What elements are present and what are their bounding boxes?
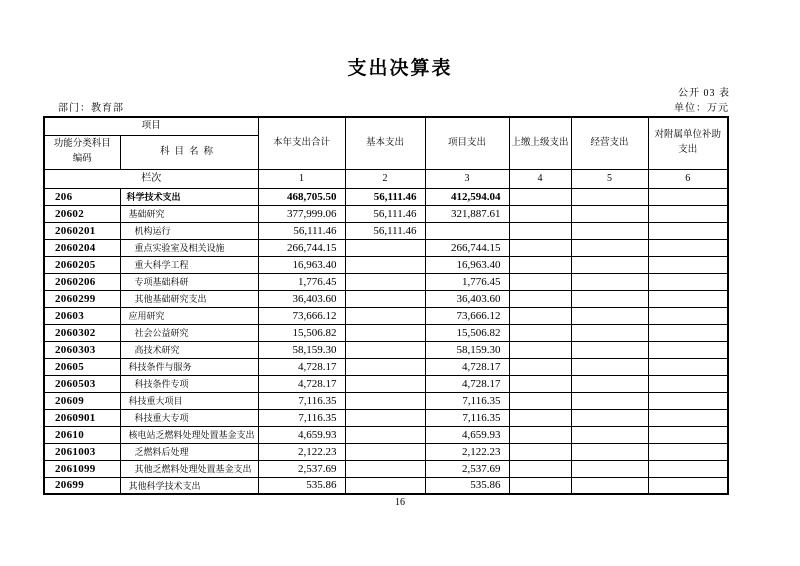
cell-name: 乏燃料后处理 <box>120 443 258 460</box>
cell-basic <box>345 426 425 443</box>
table-row <box>44 273 728 290</box>
cell-project: 58,159.30 <box>425 341 509 358</box>
cell-upper <box>509 324 571 341</box>
cell-name: 其他科学技术支出 <box>120 477 258 494</box>
cell-subsidy <box>648 307 728 324</box>
department-label: 部门：教育部 <box>58 103 124 114</box>
table-row <box>44 358 728 375</box>
header-col-basic: 基本支出 <box>345 117 425 169</box>
cell-basic <box>345 392 425 409</box>
cell-subsidy <box>648 205 728 222</box>
cell-operating <box>571 256 648 273</box>
table-row <box>44 188 728 205</box>
cell-name: 基础研究 <box>120 205 258 222</box>
cell-name: 科学技术支出 <box>120 188 258 205</box>
cell-upper <box>509 375 571 392</box>
header-row-label: 栏次 <box>44 169 258 188</box>
cell-basic <box>345 409 425 426</box>
cell-basic <box>345 443 425 460</box>
cell-code: 2060302 <box>44 324 120 341</box>
cell-operating <box>571 290 648 307</box>
cell-basic <box>345 358 425 375</box>
cell-subsidy <box>648 409 728 426</box>
cell-basic <box>345 273 425 290</box>
cell-code: 2060206 <box>44 273 120 290</box>
cell-code: 2060901 <box>44 409 120 426</box>
header-row-columns <box>44 169 728 188</box>
cell-basic <box>345 341 425 358</box>
page-number: 16 <box>395 497 405 508</box>
cell-total: 7,116.35 <box>258 409 345 426</box>
cell-code: 20603 <box>44 307 120 324</box>
cell-code: 20605 <box>44 358 120 375</box>
header-project: 项目 <box>44 117 258 136</box>
cell-subsidy <box>648 392 728 409</box>
cell-operating <box>571 477 648 494</box>
cell-total: 266,744.15 <box>258 239 345 256</box>
table-header <box>44 117 728 188</box>
cell-total: 2,122.23 <box>258 443 345 460</box>
table-row <box>44 307 728 324</box>
cell-project: 73,666.12 <box>425 307 509 324</box>
cell-project: 2,537.69 <box>425 460 509 477</box>
cell-operating <box>571 273 648 290</box>
cell-subsidy <box>648 341 728 358</box>
cell-upper <box>509 392 571 409</box>
table-row <box>44 290 728 307</box>
cell-total: 4,728.17 <box>258 358 345 375</box>
cell-project: 412,594.04 <box>425 188 509 205</box>
table-body <box>44 188 728 494</box>
table-row <box>44 409 728 426</box>
cell-upper <box>509 443 571 460</box>
cell-project: 4,659.93 <box>425 426 509 443</box>
header-subject-name: 科目名称 <box>120 136 258 169</box>
cell-upper <box>509 409 571 426</box>
cell-total: 73,666.12 <box>258 307 345 324</box>
cell-code: 2060205 <box>44 256 120 273</box>
header-col-number-2: 2 <box>345 169 425 188</box>
cell-upper <box>509 358 571 375</box>
cell-name: 科技重大专项 <box>120 409 258 426</box>
cell-project <box>425 222 509 239</box>
cell-subsidy <box>648 188 728 205</box>
cell-total: 535.86 <box>258 477 345 494</box>
cell-subsidy <box>648 477 728 494</box>
table-row <box>44 324 728 341</box>
cell-project: 15,506.82 <box>425 324 509 341</box>
cell-operating <box>571 358 648 375</box>
cell-operating <box>571 341 648 358</box>
cell-basic <box>345 324 425 341</box>
cell-operating <box>571 409 648 426</box>
cell-subsidy <box>648 460 728 477</box>
cell-name: 科技重大项目 <box>120 392 258 409</box>
cell-project: 7,116.35 <box>425 409 509 426</box>
cell-project: 36,403.60 <box>425 290 509 307</box>
cell-upper <box>509 205 571 222</box>
table-row <box>44 239 728 256</box>
header-col-operating: 经营支出 <box>571 117 648 169</box>
cell-subsidy <box>648 426 728 443</box>
header-function-code: 功能分类科目编码 <box>44 136 120 169</box>
cell-total: 56,111.46 <box>258 222 345 239</box>
cell-subsidy <box>648 222 728 239</box>
cell-upper <box>509 307 571 324</box>
cell-code: 20602 <box>44 205 120 222</box>
cell-code: 2061003 <box>44 443 120 460</box>
form-code-label: 公开 03 表 <box>678 88 730 99</box>
cell-subsidy <box>648 239 728 256</box>
cell-upper <box>509 341 571 358</box>
cell-project: 4,728.17 <box>425 358 509 375</box>
table-row <box>44 222 728 239</box>
cell-total: 58,159.30 <box>258 341 345 358</box>
cell-code: 2061099 <box>44 460 120 477</box>
cell-operating <box>571 324 648 341</box>
cell-upper <box>509 273 571 290</box>
cell-name: 核电站乏燃料处理处置基金支出 <box>120 426 258 443</box>
cell-code: 2060201 <box>44 222 120 239</box>
cell-upper <box>509 188 571 205</box>
cell-name: 重大科学工程 <box>120 256 258 273</box>
cell-total: 1,776.45 <box>258 273 345 290</box>
cell-project: 7,116.35 <box>425 392 509 409</box>
cell-total: 16,963.40 <box>258 256 345 273</box>
cell-operating <box>571 392 648 409</box>
cell-name: 重点实验室及相关设施 <box>120 239 258 256</box>
cell-basic: 56,111.46 <box>345 222 425 239</box>
cell-upper <box>509 256 571 273</box>
page-title: 支出决算表 <box>347 58 453 79</box>
unit-label: 单位：万元 <box>674 103 729 114</box>
cell-code: 206 <box>44 188 120 205</box>
cell-operating <box>571 375 648 392</box>
table-row <box>44 443 728 460</box>
cell-upper <box>509 239 571 256</box>
cell-project: 321,887.61 <box>425 205 509 222</box>
cell-code: 20699 <box>44 477 120 494</box>
cell-basic <box>345 307 425 324</box>
cell-name: 科技条件专项 <box>120 375 258 392</box>
cell-operating <box>571 443 648 460</box>
expenditure-table <box>43 116 729 495</box>
cell-basic <box>345 375 425 392</box>
table-row <box>44 426 728 443</box>
cell-code: 20609 <box>44 392 120 409</box>
cell-code: 2060503 <box>44 375 120 392</box>
cell-project: 266,744.15 <box>425 239 509 256</box>
cell-basic <box>345 290 425 307</box>
cell-name: 社会公益研究 <box>120 324 258 341</box>
table-row <box>44 375 728 392</box>
header-col-number-6: 6 <box>648 169 728 188</box>
cell-project: 535.86 <box>425 477 509 494</box>
cell-operating <box>571 188 648 205</box>
table-row <box>44 205 728 222</box>
cell-operating <box>571 426 648 443</box>
cell-code: 20610 <box>44 426 120 443</box>
cell-subsidy <box>648 358 728 375</box>
cell-code: 2060204 <box>44 239 120 256</box>
cell-total: 4,659.93 <box>258 426 345 443</box>
cell-total: 468,705.50 <box>258 188 345 205</box>
header-col-total: 本年支出合计 <box>258 117 345 169</box>
table-row <box>44 477 728 494</box>
cell-upper <box>509 477 571 494</box>
cell-name: 高技术研究 <box>120 341 258 358</box>
header-col-number-3: 3 <box>425 169 509 188</box>
cell-total: 7,116.35 <box>258 392 345 409</box>
cell-total: 4,728.17 <box>258 375 345 392</box>
table-row <box>44 392 728 409</box>
cell-operating <box>571 307 648 324</box>
cell-basic: 56,111.46 <box>345 188 425 205</box>
cell-total: 2,537.69 <box>258 460 345 477</box>
cell-operating <box>571 222 648 239</box>
cell-name: 其他基础研究支出 <box>120 290 258 307</box>
table-row <box>44 256 728 273</box>
cell-project: 1,776.45 <box>425 273 509 290</box>
header-col-number-4: 4 <box>509 169 571 188</box>
cell-basic: 56,111.46 <box>345 205 425 222</box>
table-row <box>44 341 728 358</box>
header-col-subsidy: 对附属单位补助支出 <box>648 117 728 169</box>
cell-code: 2060299 <box>44 290 120 307</box>
cell-name: 科技条件与服务 <box>120 358 258 375</box>
cell-name: 机构运行 <box>120 222 258 239</box>
cell-subsidy <box>648 443 728 460</box>
cell-total: 15,506.82 <box>258 324 345 341</box>
table-row <box>44 460 728 477</box>
cell-subsidy <box>648 290 728 307</box>
header-col-number-5: 5 <box>571 169 648 188</box>
cell-code: 2060303 <box>44 341 120 358</box>
cell-name: 专项基础科研 <box>120 273 258 290</box>
cell-project: 16,963.40 <box>425 256 509 273</box>
cell-total: 36,403.60 <box>258 290 345 307</box>
cell-name: 应用研究 <box>120 307 258 324</box>
cell-upper <box>509 222 571 239</box>
cell-name: 其他乏燃料处理处置基金支出 <box>120 460 258 477</box>
cell-upper <box>509 460 571 477</box>
cell-subsidy <box>648 375 728 392</box>
header-col-project-exp: 项目支出 <box>425 117 509 169</box>
cell-subsidy <box>648 256 728 273</box>
cell-project: 4,728.17 <box>425 375 509 392</box>
cell-operating <box>571 239 648 256</box>
header-col-upper: 上缴上级支出 <box>509 117 571 169</box>
header-col-number-1: 1 <box>258 169 345 188</box>
cell-basic <box>345 256 425 273</box>
cell-subsidy <box>648 324 728 341</box>
cell-operating <box>571 205 648 222</box>
cell-upper <box>509 426 571 443</box>
header-row-project <box>44 117 728 136</box>
cell-subsidy <box>648 273 728 290</box>
cell-upper <box>509 290 571 307</box>
cell-basic <box>345 239 425 256</box>
cell-basic <box>345 477 425 494</box>
cell-project: 2,122.23 <box>425 443 509 460</box>
cell-total: 377,999.06 <box>258 205 345 222</box>
cell-basic <box>345 460 425 477</box>
cell-operating <box>571 460 648 477</box>
